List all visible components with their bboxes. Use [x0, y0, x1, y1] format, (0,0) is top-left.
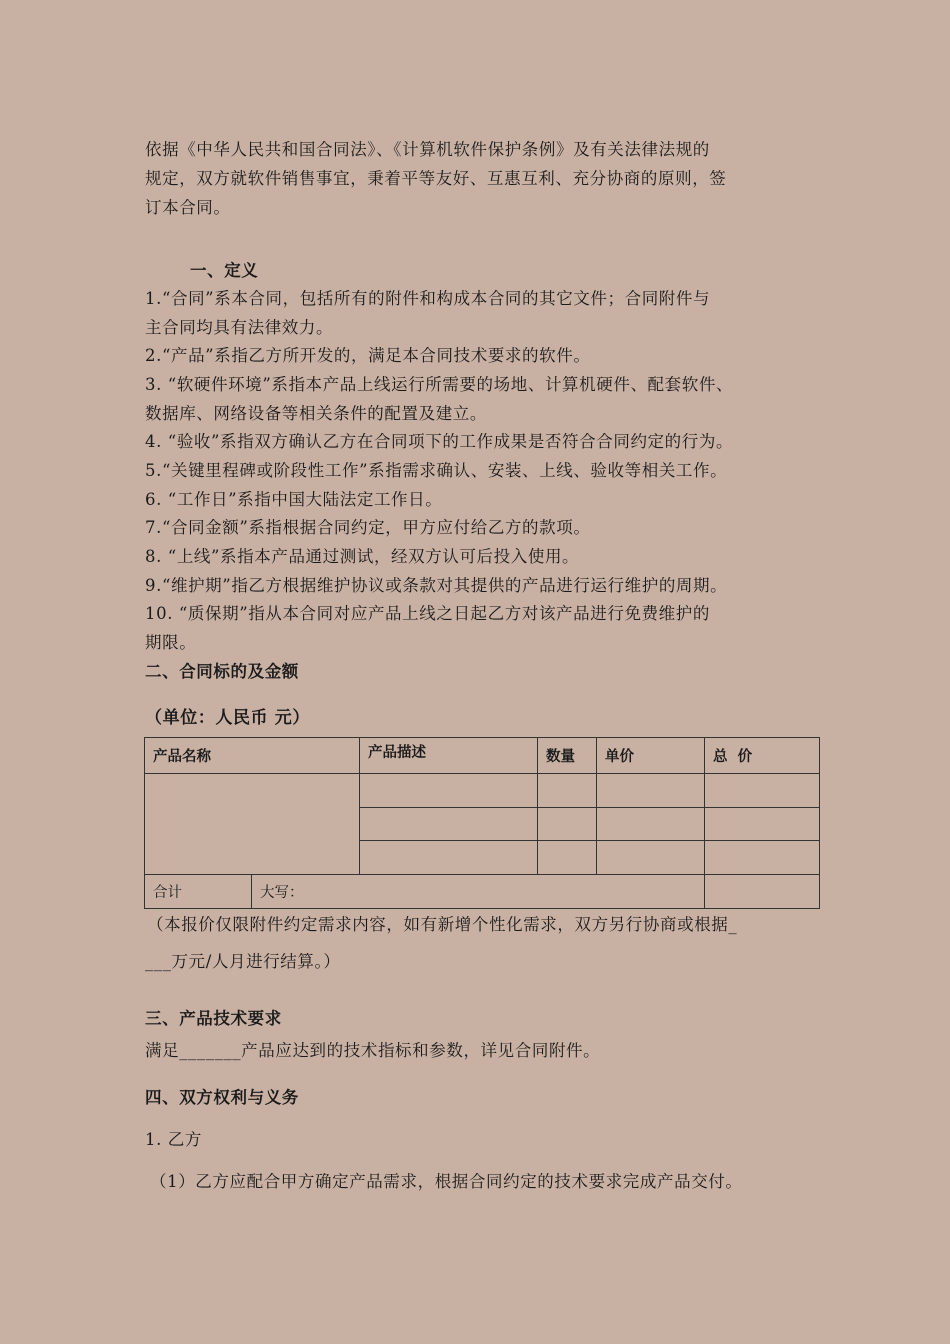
table-cell[interactable] [597, 808, 705, 841]
section-rights-obligations-heading: 四、双方权利与义务 [145, 1088, 299, 1107]
definition-line: 3. “软硬件环境”系指本产品上线运行所需要的场地、计算机硬件、配套软件、 [145, 375, 734, 394]
price-table [144, 737, 820, 909]
table-cell[interactable] [538, 774, 597, 808]
table-cell[interactable] [360, 808, 538, 841]
definition-line: 10. “质保期”指从本合同对应产品上线之日起乙方对该产品进行免费维护的 [145, 604, 710, 623]
header-quantity: 数量 [538, 738, 597, 774]
header-unit-price: 单价 [597, 738, 705, 774]
total-amount-cell[interactable] [705, 875, 820, 909]
header-product-description: 产品描述 [360, 738, 538, 774]
tech-requirement-text: 满足_______产品应达到的技术指标和参数，详见合同附件。 [145, 1041, 601, 1060]
total-label: 合计 [145, 875, 252, 909]
intro-line-3: 订本合同。 [145, 198, 231, 217]
table-cell[interactable] [360, 774, 538, 808]
table-cell[interactable] [705, 774, 820, 808]
section-subject-amount-heading: 二、合同标的及金额 [145, 662, 299, 681]
table-header-row [145, 738, 820, 774]
definition-line: 5.“关键里程碑或阶段性工作”系指需求确认、安装、上线、验收等相关工作。 [145, 461, 728, 480]
capital-amount-label: 大写： [260, 885, 304, 901]
header-total-price: 总 价 [705, 738, 820, 774]
definition-line: 8. “上线”系指本产品通过测试，经双方认可后投入使用。 [145, 547, 580, 566]
party-b-heading: 1. 乙方 [145, 1130, 202, 1149]
capital-amount-cell[interactable] [252, 875, 705, 909]
product-name-cell[interactable] [145, 774, 360, 875]
table-row [145, 774, 820, 808]
header-product-name: 产品名称 [145, 738, 360, 774]
table-total-row [145, 875, 820, 909]
price-note-line-1: （本报价仅限附件约定需求内容，如有新增个性化需求，双方另行协商或根据_ [147, 915, 738, 934]
table-cell[interactable] [597, 841, 705, 875]
definition-line: 1.“合同”系本合同，包括所有的附件和构成本合同的其它文件；合同附件与 [145, 289, 711, 308]
section-definitions-heading: 一、定义 [190, 261, 259, 280]
intro-line-2: 规定，双方就软件销售事宜，秉着平等友好、互惠互利、充分协商的原则，签 [145, 169, 727, 188]
intro-line-1: 依据《中华人民共和国合同法》、《计算机软件保护条例》及有关法律法规的 [145, 140, 710, 159]
definition-line: 主合同均具有法律效力。 [145, 318, 334, 337]
definition-line: 数据库、网络设备等相关条件的配置及建立。 [145, 404, 487, 423]
currency-unit-note: （单位：人民币 元） [145, 708, 310, 728]
definition-line: 期限。 [145, 633, 197, 652]
table-cell[interactable] [538, 808, 597, 841]
definition-line: 9.“维护期”指乙方根据维护协议或条款对其提供的产品进行运行维护的周期。 [145, 576, 728, 595]
table-cell[interactable] [705, 808, 820, 841]
table-cell[interactable] [597, 774, 705, 808]
definition-line: 4. “验收”系指双方确认乙方在合同项下的工作成果是否符合合同约定的行为。 [145, 432, 734, 451]
definition-line: 2.“产品”系指乙方所开发的，满足本合同技术要求的软件。 [145, 346, 591, 365]
price-note-line-2: ___万元/人月进行结算。） [145, 952, 341, 971]
table-cell[interactable] [538, 841, 597, 875]
party-b-obligation-1: （1）乙方应配合甲方确定产品需求，根据合同约定的技术要求完成产品交付。 [150, 1172, 743, 1191]
definition-line: 7.“合同金额”系指根据合同约定，甲方应付给乙方的款项。 [145, 518, 591, 537]
table-cell[interactable] [360, 841, 538, 875]
definition-line: 6. “工作日”系指中国大陆法定工作日。 [145, 490, 443, 509]
section-tech-requirements-heading: 三、产品技术要求 [145, 1009, 282, 1028]
table-cell[interactable] [705, 841, 820, 875]
